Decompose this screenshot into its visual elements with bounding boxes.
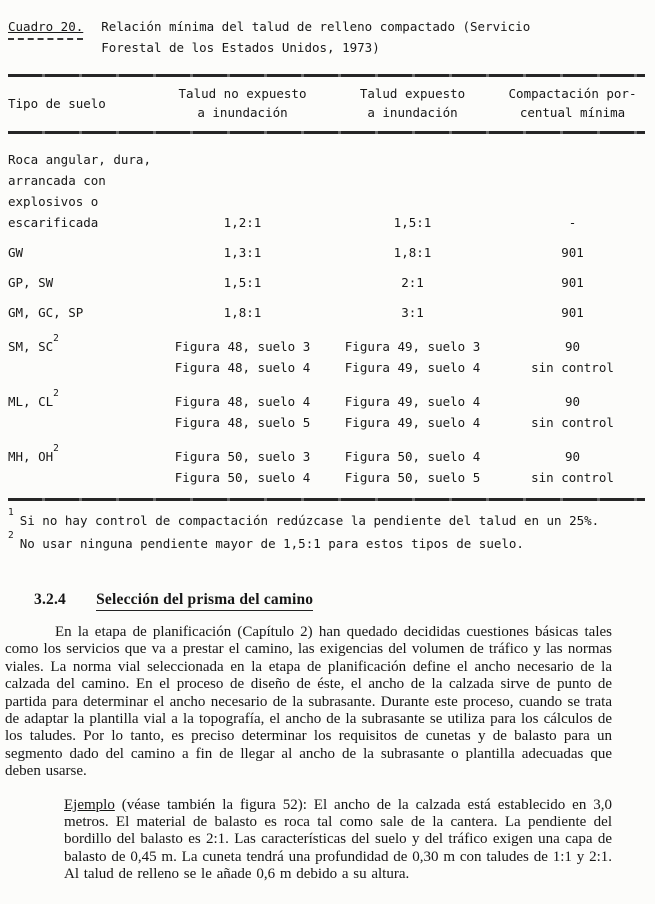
table-body [0,134,655,488]
cell-line: Figura 50, suelo 4 [344,449,481,464]
cell-compactacion [500,336,645,378]
cell-talud-expuesto: 3:1 [401,305,424,320]
cell-line: sin control [531,415,614,430]
cell-talud-no-expuesto: 1,2:1 [223,215,262,230]
cell-talud-no-expuesto: 1,3:1 [223,245,262,260]
footnote-marker: 2 [53,387,59,399]
footnote-2-marker: 2 [8,529,14,541]
header-talud-expuesto [325,84,500,122]
cell-line: Figura 48, suelo 4 [174,394,311,409]
tipo-line: arrancada con [8,173,106,188]
footnote-1-text: Si no hay control de compactación redúzcase la pendiente del talud en un 25%. [19,513,600,528]
cell-line: 90 [564,339,581,354]
body-paragraph-planificacion: En la etapa de planificación (Capítulo 2) han quedado decididas cuestiones básicas tales como los servicios que va a prestar el camino, las exigencias del volumen de tráfico y las normas viales. La norma vial seleccionada en la etapa de planificación define el ancho necesario de la calzada del camino. En el proceso de diseño de éste, el ancho de la calzada sirve de punto de partida para determinar el ancho necesario de la subrasante. Durante este proceso, cuando se trata de adaptar la plantilla vial a la topografía, el ancho de la subrasante se utiliza para los cálculos de los taludes. Por lo tanto, es preciso determinar los requisitos de cunetas y de balasto para un segmento dado del camino a fin de llegar al ancho de la subrasante o plantilla adecuadas que deben usarse. [5,624,612,780]
table-row-mh-oh [8,442,645,488]
cell-compactacion [500,391,645,433]
table-footnotes [8,506,655,555]
tipo-text: SM, SC [8,339,54,354]
cell-line: 90 [564,394,581,409]
section-heading [34,591,655,609]
cell-compactacion: - [568,215,577,230]
table-caption-label: Cuadro 20. [8,16,83,40]
header-col3-line1: Talud expuesto [359,86,466,101]
cell-compactacion: 901 [561,305,584,320]
cell-talud-no-expuesto: 1,5:1 [223,275,262,290]
cell-tipo [8,149,160,233]
header-col2-line1: Talud no expuesto [178,86,307,101]
cell-compactacion [500,446,645,488]
section-title: Selección del prisma del camino [96,591,313,611]
cell-tipo [8,387,160,412]
tipo-text: MH, OH [8,449,54,464]
header-col4-line1: Compactación por- [508,86,637,101]
cell-tipo [8,332,160,357]
table-bottom-rule [8,498,645,501]
table-row-sm-sc [8,332,645,378]
cell-talud-no-expuesto [160,446,325,488]
cell-compactacion: 901 [561,275,584,290]
footnote-marker: 2 [53,332,59,344]
tipo-line: explosivos o [8,194,99,209]
cell-line: Figura 49, suelo 4 [344,415,481,430]
table-caption [8,16,655,58]
cell-talud-no-expuesto: 1,8:1 [223,305,262,320]
cell-talud-expuesto: 1,8:1 [393,245,432,260]
example-text: (véase también la figura 52): El ancho de la calzada está establecido en 3,0 metros. El material de balasto es roca tal como sale de la cantera. La pendiente del bordillo del balasto es 2:1. Las características del suelo y del tráfico exigen una capa de balasto de 0,45 m. La cuneta tendrá una profundidad de 0,30 m con taludes de 1:1 y 2:1. Al talud de relleno se le añade 0,6 m debido a su altura. [64,796,612,883]
header-col2-line2: a inundación [197,105,288,120]
cell-line: Figura 48, suelo 5 [174,415,311,430]
example-paragraph [64,797,612,884]
header-tipo-de-suelo: Tipo de suelo [8,95,106,111]
table-caption-title-line1: Relación mínima del talud de relleno compactado (Servicio [101,19,531,34]
cell-tipo [8,442,160,467]
table-caption-title-line2: Forestal de los Estados Unidos, 1973) [101,40,380,55]
section-number: 3.2.4 [34,591,66,608]
cell-compactacion: 901 [561,245,584,260]
cell-line: sin control [531,470,614,485]
header-talud-no-expuesto [160,84,325,122]
footnote-1-marker: 1 [8,506,14,518]
cell-line: Figura 48, suelo 4 [174,360,311,375]
header-col4-line2: centual mínima [519,105,626,120]
table-row-gm-gc-sp [8,302,645,323]
footnote-1 [8,506,655,532]
footnote-2-text: No usar ninguna pendiente mayor de 1,5:1 para estos tipos de suelo. [19,536,524,551]
cell-talud-expuesto: 2:1 [401,275,424,290]
cell-line: 90 [564,449,581,464]
example-label: Ejemplo [64,796,115,813]
cell-line: Figura 50, suelo 3 [174,449,311,464]
header-compactacion [500,84,645,122]
cell-talud-expuesto: 1,5:1 [393,215,432,230]
table-caption-title [101,16,530,58]
footnote-2 [8,529,655,555]
tipo-line: escarificada [8,215,99,230]
cell-line: Figura 50, suelo 4 [174,470,311,485]
tipo-text: ML, CL [8,394,54,409]
cell-line: Figura 49, suelo 3 [344,339,481,354]
table-row-gp-sw [8,272,645,293]
cell-talud-expuesto [325,336,500,378]
table-row-gw [8,242,645,263]
table-header-row [8,77,645,131]
cell-line: Figura 48, suelo 3 [174,339,311,354]
cell-line: Figura 49, suelo 4 [344,394,481,409]
table-row-ml-cl [8,387,645,433]
cell-line: Figura 50, suelo 5 [344,470,481,485]
cell-talud-expuesto [325,446,500,488]
header-col3-line2: a inundación [367,105,458,120]
cell-tipo: GP, SW [8,275,54,290]
table-row-roca-angular [8,149,645,233]
tipo-line: Roca angular, dura, [8,152,151,167]
cell-talud-expuesto [325,391,500,433]
cell-tipo: GW [8,245,24,260]
footnote-marker: 2 [53,442,59,454]
scanned-document-page [0,16,655,904]
cell-talud-no-expuesto [160,391,325,433]
cell-tipo: GM, GC, SP [8,305,84,320]
cell-line: Figura 49, suelo 4 [344,360,481,375]
cell-talud-no-expuesto [160,336,325,378]
cell-line: sin control [531,360,614,375]
